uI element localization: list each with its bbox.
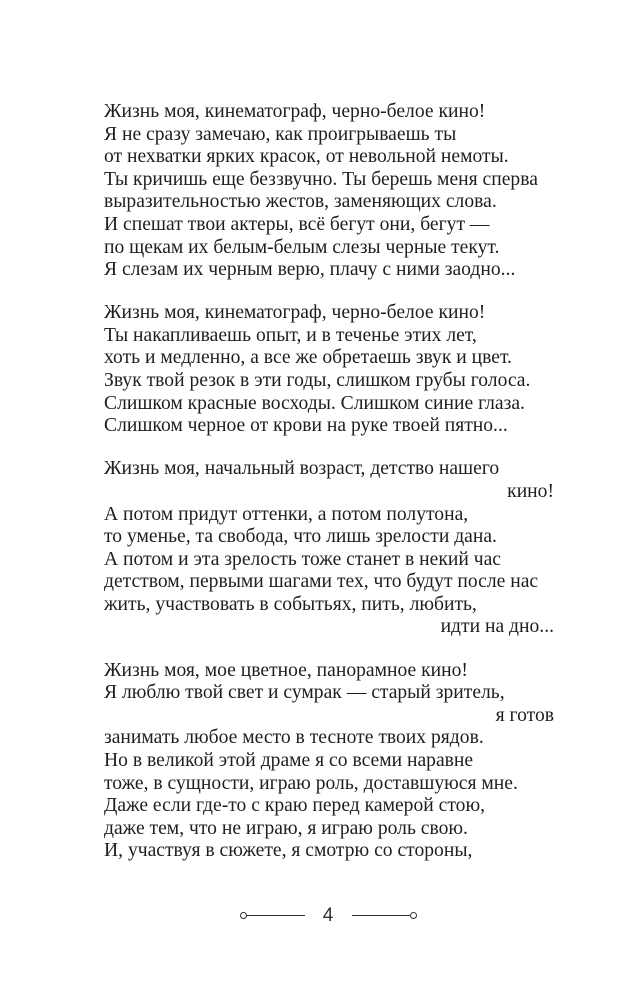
poem-line: И спешат твои актеры, всё бегут они, бегут — — [104, 213, 490, 235]
poem-line: Звук твой резок в эти годы, слишком грубы голоса. — [104, 370, 531, 392]
poem-line: А потом придут оттенки, а потом полутона, — [104, 503, 469, 525]
poem-line: Ты кричишь еще беззвучно. Ты берешь меня сперва — [104, 168, 538, 190]
stanza — [104, 458, 554, 639]
poem-line: Ты накапливаешь опыт, и в теченье этих лет, — [104, 324, 477, 346]
stanza — [104, 302, 554, 438]
poem-line: Я слезам их черным верю, плачу с ними заодно... — [104, 259, 516, 281]
poem-line: я готов — [495, 704, 554, 726]
stanza — [104, 660, 554, 863]
ornament-circle-icon — [410, 912, 417, 919]
poem-line: Я не сразу замечаю, как проигрываешь ты — [104, 123, 457, 145]
poem-line: И, участвуя в сюжете, я смотрю со стороны, — [104, 840, 473, 862]
poem-line: детством, первыми шагами тех, что будут после нас — [104, 571, 539, 593]
poem-line: по щекам их белым-белым слезы черные текут. — [104, 236, 500, 258]
poem-line: Я люблю твой свет и сумрак — старый зритель, — [104, 682, 505, 704]
poem-line: Слишком красные восходы. Слишком синие глаза. — [104, 392, 525, 414]
stanza — [104, 101, 554, 282]
poem-line: Даже если где-то с краю перед камерой стою, — [104, 795, 485, 817]
poem-line: занимать любое место в тесноте твоих рядов. — [104, 727, 484, 749]
ornament-circle-icon — [240, 912, 247, 919]
page-footer — [0, 904, 631, 928]
poem-line: даже тем, что не играю, я играю роль свою. — [104, 817, 468, 839]
ornament-rule — [352, 915, 410, 916]
poem-line: идти на дно... — [440, 616, 554, 638]
poem-line: Но в великой этой драме я со всеми наравне — [104, 749, 474, 771]
poem-line: хоть и медленно, а все же обретаешь звук и цвет. — [104, 347, 512, 369]
poem-text — [104, 101, 554, 883]
poem-line: то уменье, та свобода, что лишь зрелости дана. — [104, 526, 497, 548]
poem-line: Слишком черное от крови на руке твоей пятно... — [104, 415, 508, 437]
poem-line: жить, участвовать в событьях, пить, любить, — [104, 593, 477, 615]
poem-line: Жизнь моя, кинематограф, черно-белое кино! — [104, 101, 486, 122]
poem-line: тоже, в сущности, играю роль, доставшуюся мне. — [104, 772, 518, 794]
poem-line: Жизнь моя, кинематограф, черно-белое кино! — [104, 302, 486, 324]
page-number: 4 — [322, 905, 334, 926]
poem-line: Жизнь моя, мое цветное, панорамное кино! — [104, 659, 468, 681]
ornament-rule — [247, 915, 305, 916]
poem-line: от нехватки ярких красок, от невольной немоты. — [104, 146, 509, 168]
poem-line: Жизнь моя, начальный возраст, детство нашего — [104, 458, 500, 480]
poem-line: А потом и эта зрелость тоже станет в некий час — [104, 548, 501, 570]
poem-line: выразительностью жестов, заменяющих слова. — [104, 191, 497, 213]
poem-line: кино! — [507, 480, 554, 502]
